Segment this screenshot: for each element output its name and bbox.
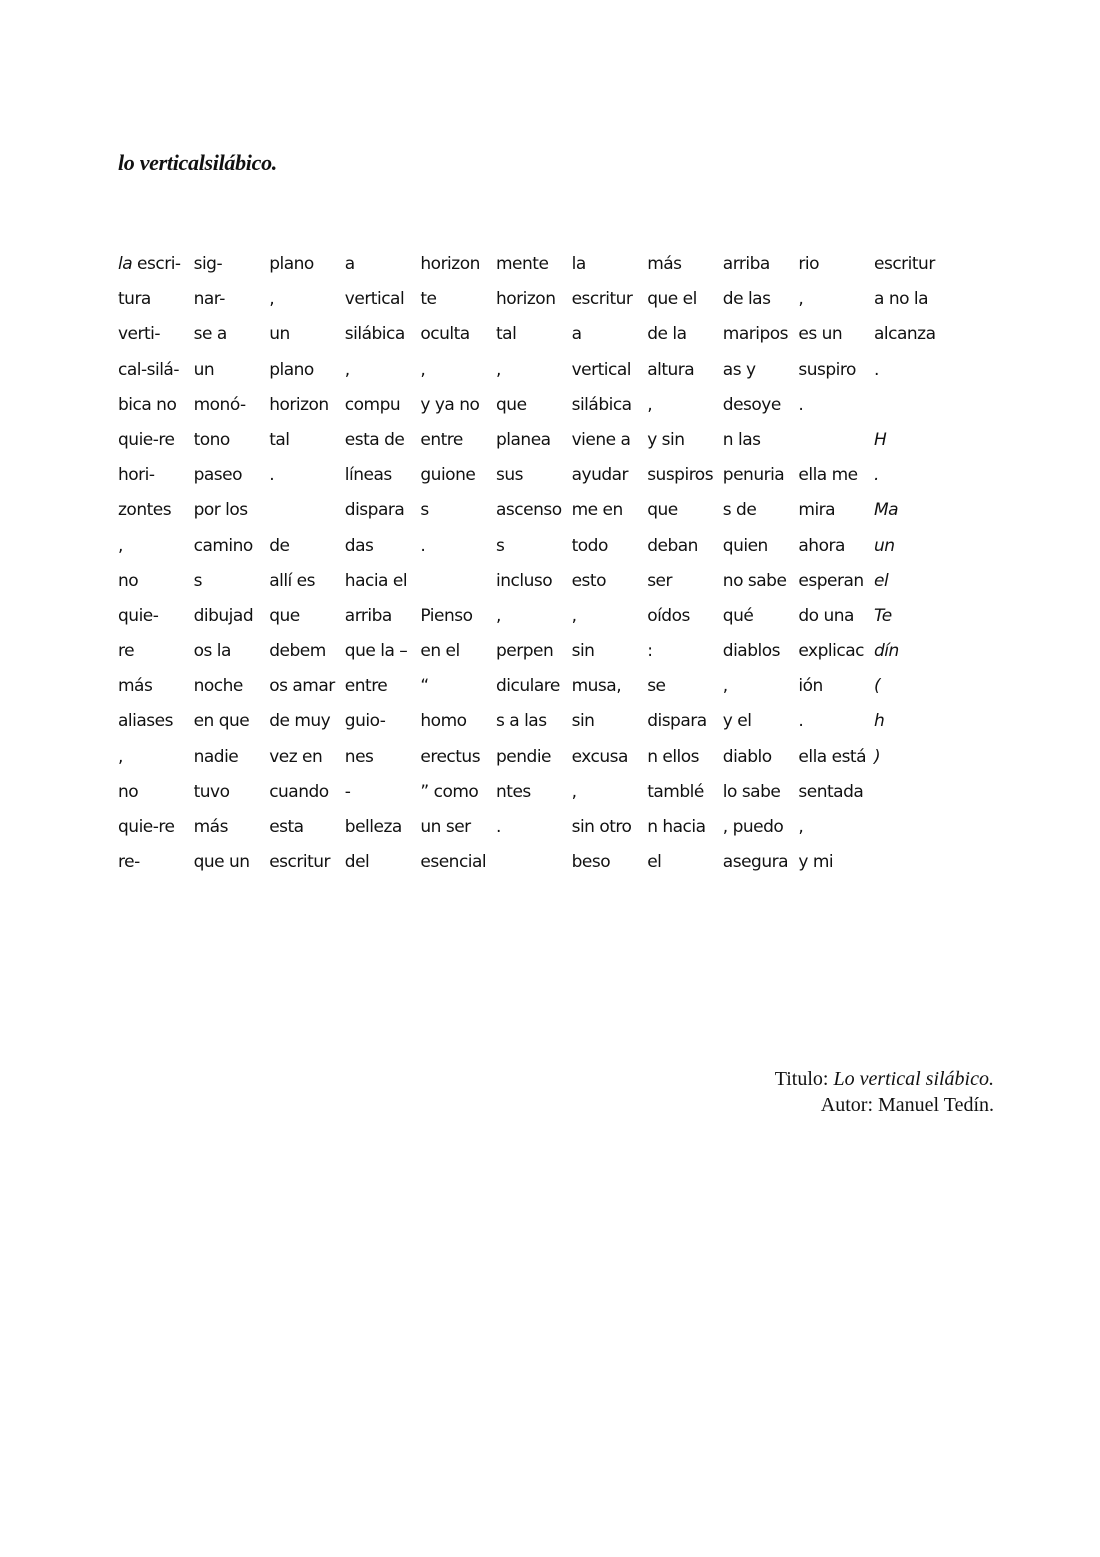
poem-cell: arriba: [344, 605, 392, 626]
poem-cell: perpen: [496, 641, 554, 662]
poem-cell: ,: [344, 359, 350, 380]
poem-cell: cuando: [269, 781, 329, 802]
poem-cell: no: [118, 781, 139, 802]
poem-cell: un ser: [420, 817, 471, 837]
poem-cell: .: [269, 465, 275, 486]
poem-cell: explicac: [798, 641, 864, 662]
poem-cell: tal: [269, 429, 290, 450]
poem-cell: .: [874, 465, 879, 486]
poem-cell: [874, 391, 950, 426]
poem-cell: horizon: [269, 394, 329, 415]
poem-cell: ella me: [798, 465, 858, 486]
poem-cell: [420, 567, 496, 602]
poem-cell: noche: [193, 676, 243, 697]
poem-cell: a no la: [874, 289, 929, 310]
poem-cell: ,: [722, 676, 728, 697]
poem-cell: mira: [798, 500, 836, 521]
poem-column: [420, 250, 496, 883]
poem-cell: H: [874, 429, 887, 450]
poem-cell: ,: [118, 746, 123, 767]
poem-cell: re: [118, 641, 135, 662]
poem-cell: zontes: [118, 500, 172, 521]
poem-cell: h: [874, 711, 885, 732]
poem-cell: .: [496, 817, 501, 837]
poem-cell: belleza: [344, 817, 402, 837]
poem-cell: as y: [722, 359, 756, 380]
poem-cell: sin: [571, 711, 595, 732]
poem-cell: entre: [344, 676, 388, 697]
poem-cell: de la: [647, 324, 687, 345]
poem-cell: y sin: [647, 429, 685, 450]
poem-cell: quien: [722, 535, 768, 556]
poem-cell: dispara: [344, 500, 405, 521]
poem-column: [496, 250, 572, 883]
poem-cell: líneas: [344, 465, 392, 486]
poem-cell: erectus: [420, 746, 481, 767]
poem-cell: qué: [722, 605, 754, 626]
poem-cell: :: [647, 641, 653, 662]
poem-cell: por los: [193, 500, 248, 521]
poem-cell: sin otro: [571, 817, 632, 837]
poem-cell: ,: [496, 605, 501, 626]
poem-cell: que: [496, 394, 527, 415]
poem-cell: plano: [269, 254, 314, 274]
poem-cell: mente: [496, 254, 549, 274]
poem-column: [345, 250, 421, 883]
poem-cell: suspiros: [647, 465, 714, 486]
poem-cell: escritur: [874, 254, 935, 274]
poem-cell: horizon: [496, 289, 556, 310]
poem-cell: ser: [647, 570, 672, 591]
poem-cell: ” como: [420, 781, 479, 802]
poem-cell: viene a: [571, 429, 631, 450]
poem-cell: no: [118, 570, 139, 591]
poem-cell: asegura: [722, 852, 789, 873]
poem-cell: quie-re: [118, 817, 175, 837]
poem-cell: más: [647, 254, 682, 274]
poem-cell: “: [420, 676, 429, 697]
poem-column: [874, 250, 950, 883]
poem-cell: horizon: [420, 254, 480, 274]
poem-cell: alcanza: [874, 324, 936, 345]
poem-cell: en el: [420, 641, 460, 662]
poem-cell: (: [874, 676, 881, 697]
poem-cell: plano: [269, 359, 314, 380]
poem-cell: que la –: [344, 641, 408, 662]
poem-cell: .: [798, 394, 804, 415]
poem-cell: ,: [798, 817, 804, 837]
poem-cell: incluso: [496, 570, 553, 591]
poem-cell: os amar: [269, 676, 335, 697]
poem-cell: ,: [269, 289, 275, 310]
poem-cell: el: [647, 852, 662, 873]
poem-cell: ayudar: [571, 465, 629, 486]
poem-cell: suspiro: [798, 359, 856, 380]
poem-cell: es un: [798, 324, 843, 345]
poem-cell: la: [571, 254, 586, 274]
credits-title-value: Lo vertical silábico.: [833, 1068, 994, 1090]
poem-cell: ): [874, 746, 881, 767]
poem-cell: esta de: [344, 429, 405, 450]
poem-cell: allí es: [269, 570, 315, 591]
poem-cell: esencial: [420, 852, 487, 873]
poem-cell: das: [344, 535, 374, 556]
poem-cell: ,: [118, 535, 123, 556]
poem-cell: a: [571, 324, 582, 345]
poem-cell: silábica: [344, 324, 405, 345]
poem-cell: un: [874, 535, 895, 556]
poem-column: [647, 250, 723, 883]
poem-cell: ,: [647, 394, 653, 415]
poem-cell: ,: [798, 289, 804, 310]
poem-cell: dispara: [647, 711, 707, 732]
poem-cell: ,: [420, 359, 426, 380]
poem-cell: diculare: [496, 676, 560, 697]
poem-cell: de las: [722, 289, 771, 310]
poem-cell: que el: [647, 289, 697, 310]
poem-cell: más: [118, 676, 153, 697]
poem-cell: ahora: [798, 535, 845, 556]
credits-author-line: Autor: Manuel Tedín.: [820, 1094, 994, 1116]
poem-cell: diablos: [722, 641, 781, 662]
poem-cell: paseo: [193, 465, 243, 486]
poem-cell: altura: [647, 359, 695, 380]
poem-cell: ascenso: [496, 500, 562, 521]
poem-cell: s de: [722, 500, 757, 521]
poem-column: [194, 250, 270, 883]
poem-cell: re-: [118, 852, 140, 873]
poem-cell: nes: [344, 746, 374, 767]
poem-cell: quie-re: [118, 429, 175, 450]
poem-cell: hori-: [118, 465, 155, 486]
poem-cell: .: [798, 711, 804, 732]
poem-cell: vez en: [269, 746, 323, 767]
poem-cell: sus: [496, 465, 523, 486]
poem-cell: [874, 778, 950, 813]
poem-cell: Ma: [874, 500, 899, 521]
credits-block: [775, 1066, 994, 1118]
poem-cell: tamblé: [647, 781, 704, 802]
poem-cell: nadie: [193, 746, 239, 767]
poem-cell: beso: [571, 852, 611, 873]
poem-cell: entre: [420, 429, 463, 450]
poem-cell: arriba: [722, 254, 770, 274]
poem-cell: homo: [420, 711, 467, 732]
poem-cell: sentada: [798, 781, 864, 802]
poem-cell: tuvo: [193, 781, 230, 802]
poem-cell: quie-: [118, 605, 159, 626]
poem-cell: debem: [269, 641, 326, 662]
poem-cell: s a las: [496, 711, 547, 732]
poem-cell: monó-: [193, 394, 246, 415]
poem-cell: tura: [118, 289, 151, 310]
poem-cell: silábica: [571, 394, 632, 415]
poem-cell: te: [420, 289, 437, 310]
poem-cell: el: [874, 570, 889, 591]
poem-cell: nar-: [193, 289, 225, 310]
poem-cell: guio-: [344, 711, 386, 732]
poem-cell: hacia el: [344, 570, 408, 591]
poem-cell: planea: [496, 429, 551, 450]
poem-cell: do una: [798, 605, 854, 626]
poem-cell: .: [420, 535, 426, 556]
poem-cell: esto: [571, 570, 606, 591]
poem-cell: deban: [647, 535, 698, 556]
poem-cell: s: [496, 535, 505, 556]
poem-column: [118, 250, 194, 883]
poem-cell: sig-: [193, 254, 223, 274]
poem-cell: escritur: [269, 852, 330, 873]
poem-cell: [269, 496, 345, 531]
poem-cell: no sabe: [722, 570, 787, 591]
poem-column: [572, 250, 648, 883]
poem-cell: del: [344, 852, 370, 873]
poem-cell: os la: [193, 641, 231, 662]
poem-cell: a: [344, 254, 355, 274]
poem-cell: la escri-: [118, 254, 181, 274]
poem-cell: s: [420, 500, 429, 521]
poem-cell: se: [647, 676, 666, 697]
poem-cell: Te: [874, 605, 892, 626]
poem-cell: verti-: [118, 324, 161, 345]
poem-cell: aliases: [118, 711, 173, 732]
poem-cell: n ellos: [647, 746, 700, 767]
poem-cell: [798, 426, 874, 461]
poem-column: [798, 250, 874, 883]
poem-cell: esperan: [798, 570, 864, 591]
poem-cell: bica no: [118, 394, 177, 415]
poem-cell: dibujad: [193, 605, 254, 626]
poem-cell: ,: [496, 359, 501, 380]
poem-cell: sin: [571, 641, 595, 662]
poem-cell: ella está: [798, 746, 867, 767]
poem-cell: de: [269, 535, 290, 556]
page-title: lo verticalsilábico.: [118, 150, 277, 175]
poem-cell: cal-silá-: [118, 359, 179, 380]
poem-cell: ntes: [496, 781, 531, 802]
poem-cell: ,: [571, 781, 577, 802]
poem-cell: que: [647, 500, 678, 521]
credits-title-line: [775, 1066, 994, 1092]
poem-cell: me en: [571, 500, 623, 521]
poem-cell: que un: [193, 852, 250, 873]
poem-cell: -: [344, 781, 351, 802]
poem-cell: n hacia: [647, 817, 706, 837]
poem-cell: se a: [193, 324, 227, 345]
poem-column: [723, 250, 799, 883]
poem-cell: tal: [496, 324, 517, 345]
poem-cell: esta: [269, 817, 304, 837]
poem-cell: Pienso: [420, 605, 473, 626]
poem-cell: maripos: [722, 324, 789, 345]
poem-cell: camino: [193, 535, 253, 556]
poem-cell: más: [193, 817, 228, 837]
poem-cell: vertical: [344, 289, 405, 310]
poem-cell: n las: [722, 429, 761, 450]
poem-cell: y el: [722, 711, 752, 732]
poem-cell: un: [193, 359, 215, 380]
poem-cell: , puedo: [722, 817, 784, 837]
poem-cell: desoye: [722, 394, 781, 415]
poem-cell: guione: [420, 465, 476, 486]
poem-cell: compu: [344, 394, 401, 415]
poem-cell: en que: [193, 711, 250, 732]
poem-column: [269, 250, 345, 883]
poem-cell: ión: [798, 676, 823, 697]
poem-cell: y ya no: [420, 394, 480, 415]
poem-cell: [874, 848, 950, 883]
poem-cell: y mi: [798, 852, 834, 873]
poem-cell: oculta: [420, 324, 470, 345]
poem-cell: [496, 848, 572, 883]
poem-cell: todo: [571, 535, 608, 556]
poem-cell: escritur: [571, 289, 633, 310]
poem-cell: pendie: [496, 746, 551, 767]
credits-title-label: Titulo:: [774, 1068, 829, 1090]
poem-cell: vertical: [571, 359, 631, 380]
poem-cell: tono: [193, 429, 230, 450]
poem-cell: excusa: [571, 746, 628, 767]
poem-cell: de muy: [269, 711, 331, 732]
poem-cell: ,: [571, 605, 577, 626]
poem-cell: [874, 813, 950, 848]
poem-cell: .: [874, 359, 879, 380]
poem-cell: musa,: [571, 676, 622, 697]
poem-cell: lo sabe: [722, 781, 781, 802]
poem-cell: diablo: [722, 746, 772, 767]
poem-initial-word: la: [118, 254, 133, 274]
poem-cell: que: [269, 605, 300, 626]
poem-cell: dín: [874, 641, 899, 662]
poem-cell: penuria: [722, 465, 785, 486]
poem-cell: rio: [798, 254, 820, 274]
poem-cell: s: [193, 570, 202, 591]
poem-cell: un: [269, 324, 290, 345]
poem-cell: oídos: [647, 605, 690, 626]
